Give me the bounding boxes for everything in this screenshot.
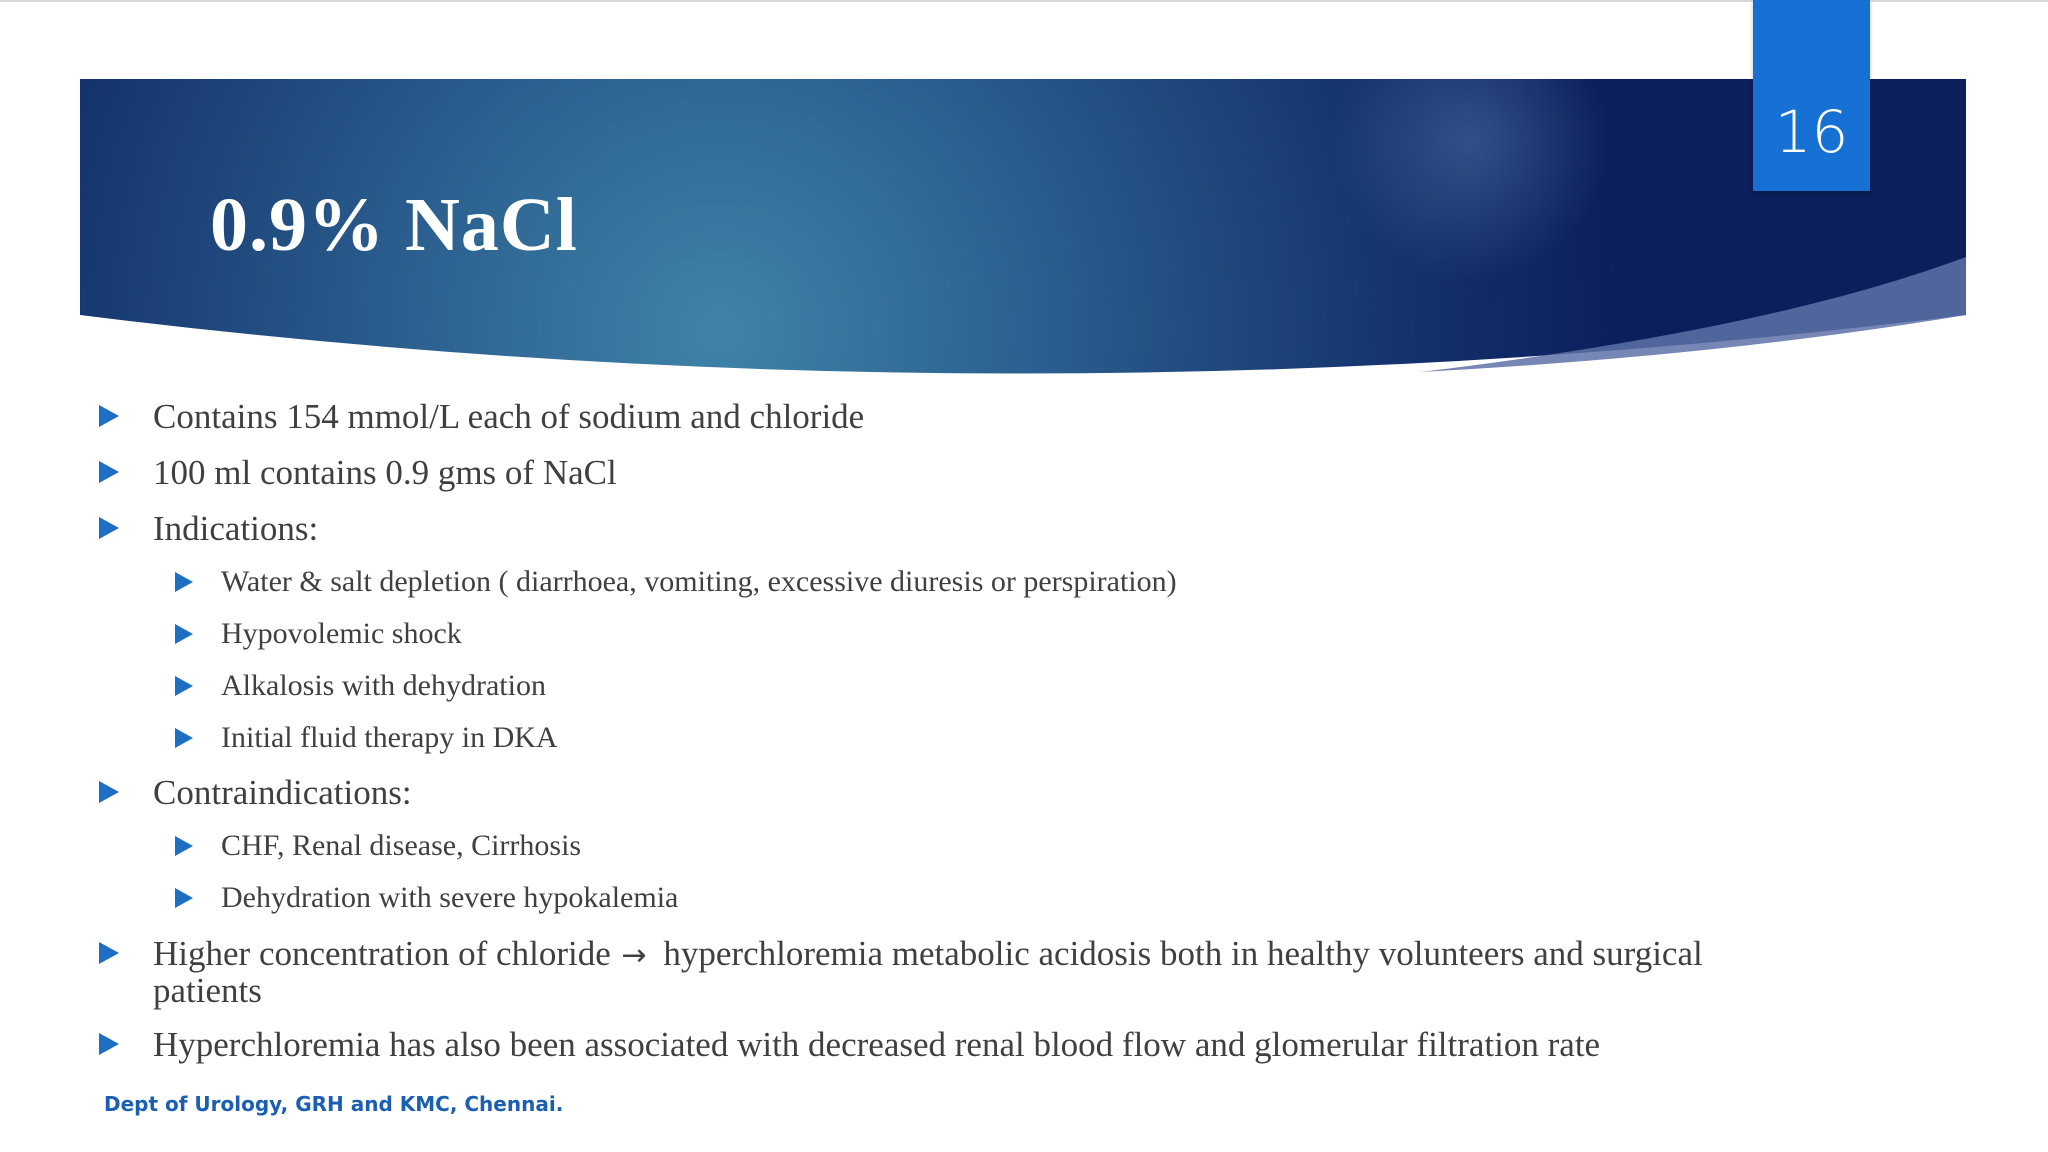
footer-text: Dept of Urology, GRH and KMC, Chennai. bbox=[104, 1092, 564, 1116]
bullet-text: 100 ml contains 0.9 gms of NaCl bbox=[153, 453, 617, 492]
bullet-text: Initial fluid therapy in DKA bbox=[221, 721, 558, 754]
triangle-bullet-icon bbox=[175, 572, 193, 592]
triangle-bullet-icon bbox=[175, 728, 193, 748]
bullet-text-part: Higher concentration of chloride bbox=[153, 934, 611, 973]
page-number: 16 bbox=[1774, 98, 1849, 166]
bullet-text: Alkalosis with dehydration bbox=[221, 669, 546, 702]
bullet-text bbox=[153, 936, 1813, 1008]
triangle-bullet-icon bbox=[175, 676, 193, 696]
bullet-text: Hyperchloremia has also been associated with decreased renal blood flow and glomerular filtration rate bbox=[153, 1025, 1601, 1064]
triangle-bullet-icon bbox=[99, 1033, 119, 1055]
bullet-text: Dehydration with severe hypokalemia bbox=[221, 881, 679, 914]
triangle-bullet-icon bbox=[99, 781, 119, 803]
bullet-text: CHF, Renal disease, Cirrhosis bbox=[221, 829, 582, 862]
slide-title: 0.9% NaCl bbox=[210, 183, 578, 267]
triangle-bullet-icon bbox=[99, 942, 119, 964]
triangle-bullet-icon bbox=[99, 517, 119, 539]
bullet-text: Water & salt depletion ( diarrhoea, vomiting, excessive diuresis or perspiration) bbox=[221, 565, 1177, 598]
bullet-text: Indications: bbox=[153, 509, 319, 548]
bullet-text: Contraindications: bbox=[153, 773, 412, 812]
triangle-bullet-icon bbox=[175, 888, 193, 908]
bullet-text-part: hyperchloremia metabolic acidosis both in healthy volunteers and surgical patients bbox=[153, 934, 1703, 1010]
bullet-text: Hypovolemic shock bbox=[221, 617, 462, 650]
triangle-bullet-icon bbox=[99, 405, 119, 427]
right-arrow-icon: → bbox=[621, 938, 647, 973]
triangle-bullet-icon bbox=[175, 624, 193, 644]
triangle-bullet-icon bbox=[175, 836, 193, 856]
triangle-bullet-icon bbox=[99, 461, 119, 483]
bullet-text: Contains 154 mmol/L each of sodium and chloride bbox=[153, 397, 865, 436]
